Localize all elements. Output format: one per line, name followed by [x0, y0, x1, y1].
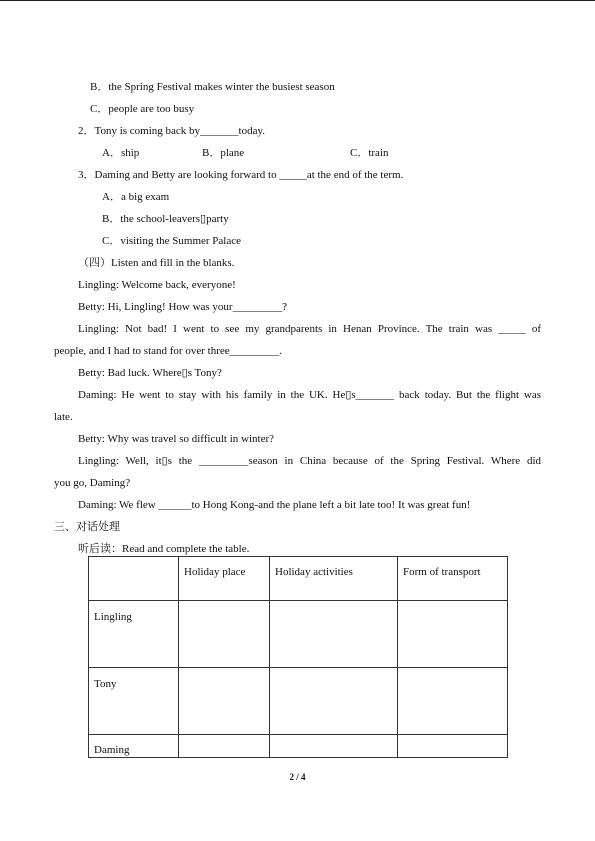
row-label: Daming	[89, 735, 179, 758]
row-label: Tony	[89, 668, 179, 735]
dialogue-line-7-cont: you go, Daming?	[54, 477, 131, 489]
table-cell	[398, 735, 508, 758]
question-2: 2．Tony is coming back by_______today.	[78, 125, 266, 137]
table-cell	[270, 601, 398, 668]
table-row	[89, 735, 508, 758]
table-row	[89, 668, 508, 735]
q2-option-c: C．train	[350, 147, 389, 159]
table-header-cell: Form of transport	[398, 557, 508, 601]
q2-option-a: A．ship	[102, 147, 140, 159]
dialogue-line-5: Daming: He went to stay with his family in the UK. He▯s_______ back today. But the flight was	[78, 389, 541, 401]
dialogue-line-1: Lingling: Welcome back, everyone!	[78, 279, 236, 291]
page-top-border	[0, 0, 595, 1]
table-cell	[270, 668, 398, 735]
table-cell	[398, 668, 508, 735]
section-4-heading: （四）Listen and fill in the blanks.	[78, 257, 235, 269]
dialogue-line-5-cont: late.	[54, 411, 73, 423]
section-3-heading: 三、对话处理	[54, 521, 120, 533]
row-label: Lingling	[89, 601, 179, 668]
table-cell	[179, 601, 270, 668]
dialogue-line-4: Betty: Bad luck. Where▯s Tony?	[78, 367, 222, 379]
table-header-cell	[89, 557, 179, 601]
dialogue-line-3: Lingling: Not bad! I went to see my grandparents in Henan Province. The train was _____ of	[78, 323, 541, 335]
q3-option-b: B．the school-leavers▯party	[102, 213, 229, 225]
dialogue-line-6: Betty: Why was travel so difficult in winter?	[78, 433, 275, 445]
table-header-row	[89, 557, 508, 601]
table-instruction: 听后读：Read and complete the table.	[78, 543, 250, 555]
q1-option-c: C．people are too busy	[90, 103, 195, 115]
dialogue-line-8: Daming: We flew ______to Hong Kong-and the plane left a bit late too! It was great fun!	[78, 499, 471, 511]
q3-option-a: A．a big exam	[102, 191, 170, 203]
question-3: 3．Daming and Betty are looking forward to _____at the end of the term.	[78, 169, 404, 181]
table-cell	[179, 735, 270, 758]
table-cell	[179, 668, 270, 735]
dialogue-line-3-cont: people, and I had to stand for over three_________.	[54, 345, 282, 357]
dialogue-line-7: Lingling: Well, it▯s the _________season in China because of the Spring Festival. Where did	[78, 455, 541, 467]
table-row	[89, 601, 508, 668]
table-header-cell: Holiday activities	[270, 557, 398, 601]
table-header-cell: Holiday place	[179, 557, 270, 601]
q2-option-b: B．plane	[202, 147, 245, 159]
q1-option-b: B．the Spring Festival makes winter the busiest season	[90, 81, 335, 93]
page-number: 2 / 4	[289, 772, 306, 782]
table-cell	[270, 735, 398, 758]
q3-option-c: C．visiting the Summer Palace	[102, 235, 242, 247]
dialogue-line-2: Betty: Hi, Lingling! How was your_________?	[78, 301, 287, 313]
table-cell	[398, 601, 508, 668]
holiday-table	[88, 556, 508, 758]
